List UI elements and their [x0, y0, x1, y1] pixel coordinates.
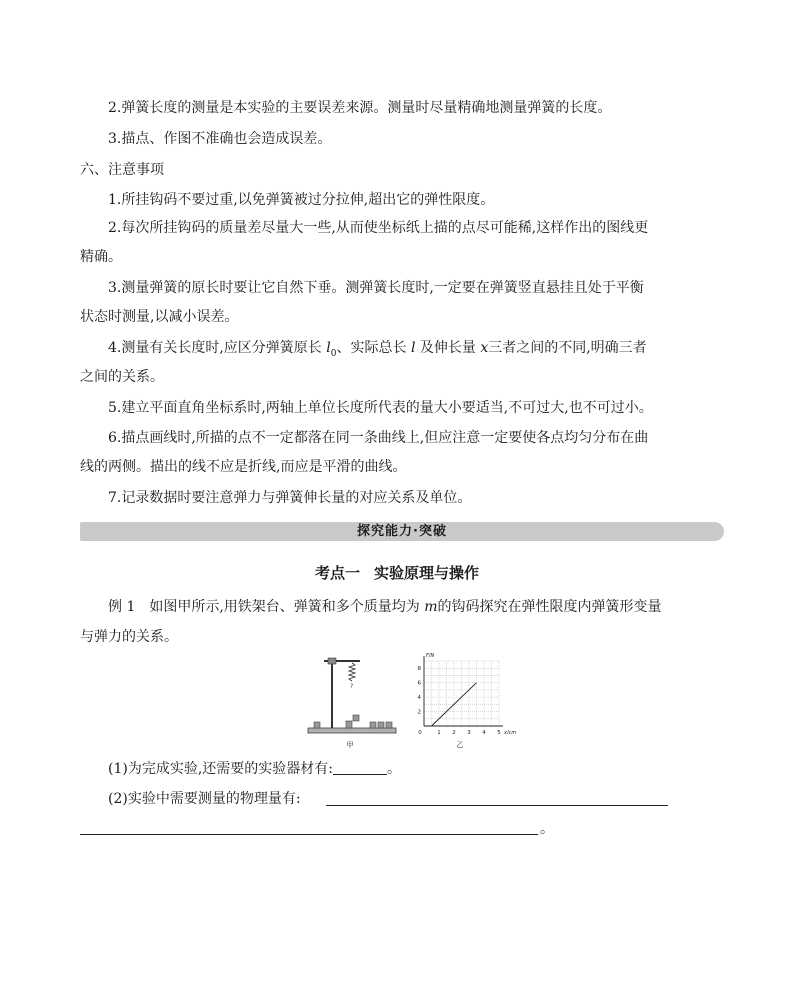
x-tick-labels [418, 730, 501, 736]
y-tick-label: 2 [417, 709, 421, 716]
note-5: 5.建立平面直角坐标系时,两轴上单位长度所代表的量大小要适当,不可过大,也不可过小。 [108, 400, 653, 416]
spring-icon [349, 663, 355, 681]
note-2-line-2: 精确。 [80, 249, 122, 265]
note-2-line-1: 2.每次所挂钩码的质量差尽量大一些,从而使坐标纸上描的点尽可能稀,这样作出的图线更 [108, 220, 649, 236]
label-jia: 甲 [346, 741, 354, 749]
weights-icon [314, 715, 392, 728]
note-6-line-1: 6.描点画线时,所描的点不一定都落在同一条曲线上,但应注意一定要使各点均匀分布在曲 [108, 430, 649, 446]
note-3-line-1: 3.测量弹簧的原长时要让它自然下垂。测弹簧长度时,一定要在弹簧竖直悬挂且处于平衡 [108, 280, 644, 296]
y-tick-labels [418, 666, 422, 715]
note-1: 1.所挂钩码不要过重,以免弹簧被过分拉伸,超出它的弹性限度。 [108, 192, 495, 208]
x-tick-label: 0 [418, 730, 422, 736]
x-tick-label: 1 [437, 730, 441, 736]
section-banner [80, 522, 724, 541]
section-title-notes: 六、注意事项 [80, 162, 164, 178]
text-line-plotting-error: 3.描点、作图不准确也会造成误差。 [108, 131, 332, 147]
question-1: (1)为完成实验,还需要的实验器材有: 。 [108, 761, 401, 777]
svg-text:?: ? [350, 683, 354, 690]
banner-title: 探究能力·突破 [357, 524, 447, 539]
x-tick-label: 4 [482, 730, 486, 736]
symbol-l: l [410, 340, 416, 356]
symbol-l0: l [326, 340, 331, 356]
graph-yi [418, 653, 517, 749]
note-6-line-2: 线的两侧。描出的线不应是折线,而应是平滑的曲线。 [80, 459, 407, 475]
question-2-end: 。 [540, 821, 554, 837]
base-plate [308, 728, 396, 733]
y-tick-label: 6 [417, 680, 421, 687]
example-1-line-1: 例 1 如图甲所示,用铁架台、弹簧和多个质量均为 m的钩码探究在弹性限度内弹簧形变量 [108, 599, 662, 615]
x-tick-label: 5 [497, 730, 501, 736]
example-1-line-2: 与弹力的关系。 [80, 629, 178, 645]
y-tick-label: 8 [417, 666, 421, 673]
answer-blank-2b[interactable] [80, 834, 538, 835]
note-4-line-1: 4.测量有关长度时,应区分弹簧原长 $l_0$、实际总长 l 及伸长量 x三者之间的不同,明确三者 [108, 340, 647, 359]
experiment-figure [300, 648, 520, 758]
x-tick-label: 3 [467, 730, 471, 736]
y-tick-label: 4 [417, 695, 421, 702]
topic-heading: 考点一 实验原理与操作 [314, 564, 480, 582]
note-4-line-2: 之间的关系。 [80, 369, 164, 385]
x-axis-label: x/cm [504, 730, 517, 736]
x-tick-label: 2 [452, 730, 456, 736]
label-yi: 乙 [456, 741, 464, 749]
note-7: 7.记录数据时要注意弹力与弹簧伸长量的对应关系及单位。 [108, 490, 472, 506]
symbol-m: m [424, 599, 438, 615]
note-3-line-2: 状态时测量,以减小误差。 [80, 309, 239, 325]
question-2: (2)实验中需要测量的物理量有: [108, 791, 301, 807]
graph-grid [424, 661, 499, 726]
text-line-error-source: 2.弹簧长度的测量是本实验的主要误差来源。测量时尽量精确地测量弹簧的长度。 [108, 100, 612, 116]
apparatus-diagram-jia [308, 658, 396, 749]
answer-blank-1[interactable] [333, 760, 387, 775]
answer-blank-2a[interactable] [326, 805, 668, 806]
symbol-x: x [480, 340, 489, 356]
y-axis-label: F/N [426, 653, 435, 659]
